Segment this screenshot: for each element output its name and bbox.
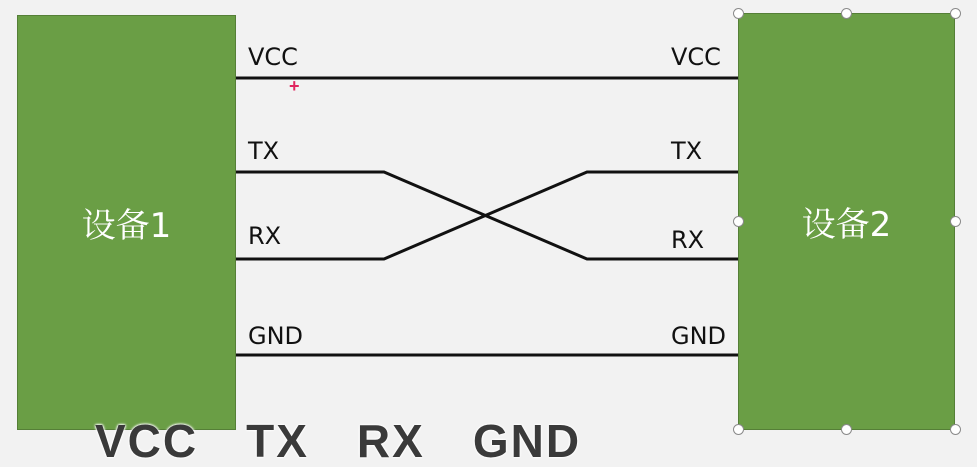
resize-handle-top-left[interactable] <box>733 8 744 19</box>
caption-tx: TX <box>246 415 309 467</box>
resize-handle-bottom-right[interactable] <box>950 424 961 435</box>
resize-handle-top-right[interactable] <box>950 8 961 19</box>
device-1-label: 设备1 <box>81 206 172 246</box>
caption-vcc: VCC <box>95 415 199 467</box>
caption-rx: RX <box>356 415 425 467</box>
left-vcc-label: VCC <box>248 43 298 71</box>
caption-gnd: GND <box>472 415 582 467</box>
resize-handle-bottom[interactable] <box>841 424 852 435</box>
left-tx-label: TX <box>248 137 280 165</box>
left-rx-label: RX <box>248 222 282 250</box>
right-tx-label: TX <box>671 137 703 165</box>
rx-wire-crossover <box>236 172 738 259</box>
bottom-caption <box>95 415 629 467</box>
right-gnd-label: GND <box>671 322 727 350</box>
right-vcc-label: VCC <box>671 43 721 71</box>
resize-handle-left[interactable] <box>733 216 744 227</box>
resize-handle-top[interactable] <box>841 8 852 19</box>
resize-handle-right[interactable] <box>950 216 961 227</box>
left-gnd-label: GND <box>248 322 304 350</box>
right-rx-label: RX <box>671 226 705 254</box>
cursor-crosshair-icon: + <box>289 76 300 96</box>
device-2-label: 设备2 <box>801 205 892 245</box>
resize-handle-bottom-left[interactable] <box>733 424 744 435</box>
